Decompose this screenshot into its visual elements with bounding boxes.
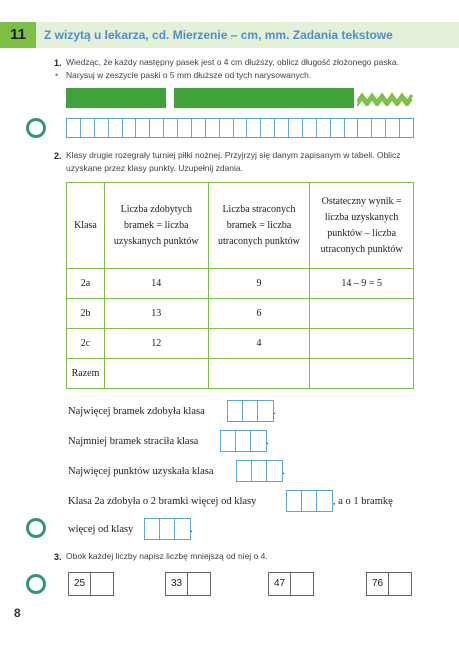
task-3-number: 3.	[54, 552, 62, 562]
cell-zdobyte: 14	[104, 269, 208, 299]
cell-stracone: 9	[208, 269, 310, 299]
wavy-strip-icon	[357, 90, 413, 106]
table-row	[67, 359, 414, 389]
task-2-number: 2.	[54, 151, 62, 161]
number-pair-4	[366, 572, 412, 596]
answer-box-2[interactable]	[220, 430, 267, 452]
cell-klasa: 2a	[67, 269, 105, 299]
green-strip-1	[66, 88, 166, 108]
table-row	[67, 299, 414, 329]
page-number: 8	[14, 606, 21, 620]
sentence-4b: , a o 1 bramkę	[333, 496, 393, 507]
given-number: 47	[269, 573, 291, 595]
cell-wynik[interactable]: 14 – 9 = 5	[310, 269, 414, 299]
bullet-icon: •	[55, 70, 59, 80]
cell-stracone[interactable]	[208, 359, 310, 389]
answer-circle-3	[26, 574, 46, 594]
task-3-text: Obok każdej liczby napisz liczbę mniejszą od niej o 4.	[66, 551, 268, 561]
task-2-text-line-2: uzyskane przez klasy punkty. Uzupełnij zdania.	[66, 163, 244, 173]
task-1-number: 1.	[54, 58, 62, 68]
answer-field[interactable]	[91, 573, 113, 595]
number-pair-2	[165, 572, 211, 596]
answer-circle-1	[26, 118, 46, 138]
header-zdobyte: Liczba zdobytych bramek = liczba uzyskanych punktów	[104, 183, 208, 269]
given-number: 76	[367, 573, 389, 595]
header-stracone: Liczba straconych bramek = liczba utraconych punktów	[208, 183, 310, 269]
given-number: 25	[69, 573, 91, 595]
sentence-5: więcej od klasy	[68, 524, 134, 535]
cell-klasa: 2c	[67, 329, 105, 359]
green-strip-2	[174, 88, 354, 108]
period: .	[266, 436, 269, 447]
answer-field[interactable]	[389, 573, 411, 595]
answer-box-1[interactable]	[227, 400, 274, 422]
number-pair-1	[68, 572, 114, 596]
answer-circle-2	[26, 518, 46, 538]
cell-klasa: Razem	[67, 359, 105, 389]
answer-box-4[interactable]	[286, 490, 333, 512]
period: .	[190, 524, 193, 535]
header-klasa: Klasa	[67, 183, 105, 269]
table-row	[67, 269, 414, 299]
number-pair-3	[268, 572, 314, 596]
answer-box-3[interactable]	[236, 460, 283, 482]
cell-wynik[interactable]	[310, 299, 414, 329]
period: .	[273, 406, 276, 417]
cell-wynik[interactable]	[310, 329, 414, 359]
sentence-2: Najmniej bramek straciła klasa	[68, 436, 199, 447]
task-1-bullet-text: Narysuj w zeszycie paski o 5 mm dłuższe od tych narysowanych.	[66, 70, 312, 80]
cell-zdobyte[interactable]	[104, 359, 208, 389]
answer-grid-task-1[interactable]	[66, 118, 414, 138]
sentence-4a: Klasa 2a zdobyła o 2 bramki więcej od klasy	[68, 496, 257, 507]
period: .	[282, 466, 285, 477]
answer-box-5[interactable]	[144, 518, 191, 540]
header-wynik: Ostateczny wynik = liczba uzyskanych punktów – liczba utraconych punktów	[310, 183, 414, 269]
cell-stracone: 6	[208, 299, 310, 329]
cell-zdobyte: 13	[104, 299, 208, 329]
lesson-number: 11	[0, 22, 36, 48]
sentence-1: Najwięcej bramek zdobyła klasa	[68, 406, 205, 417]
task-2-text-line-1: Klasy drugie rozegrały turniej piłki nożnej. Przyjrzyj się danym zapisanym w tabeli. Oblicz	[66, 150, 401, 160]
answer-field[interactable]	[188, 573, 210, 595]
table-row	[67, 329, 414, 359]
cell-zdobyte: 12	[104, 329, 208, 359]
cell-stracone: 4	[208, 329, 310, 359]
scores-table	[66, 182, 414, 389]
task-1-text: Wiedząc, że każdy następny pasek jest o 4 cm dłuższy, oblicz długość złożonego paska.	[66, 57, 399, 67]
lesson-title: Z wizytą u lekarza, cd. Mierzenie – cm, mm. Zadania tekstowe	[44, 28, 393, 42]
sentence-3: Najwięcej punktów uzyskała klasa	[68, 466, 214, 477]
given-number: 33	[166, 573, 188, 595]
cell-klasa: 2b	[67, 299, 105, 329]
cell-wynik[interactable]	[310, 359, 414, 389]
answer-field[interactable]	[291, 573, 313, 595]
